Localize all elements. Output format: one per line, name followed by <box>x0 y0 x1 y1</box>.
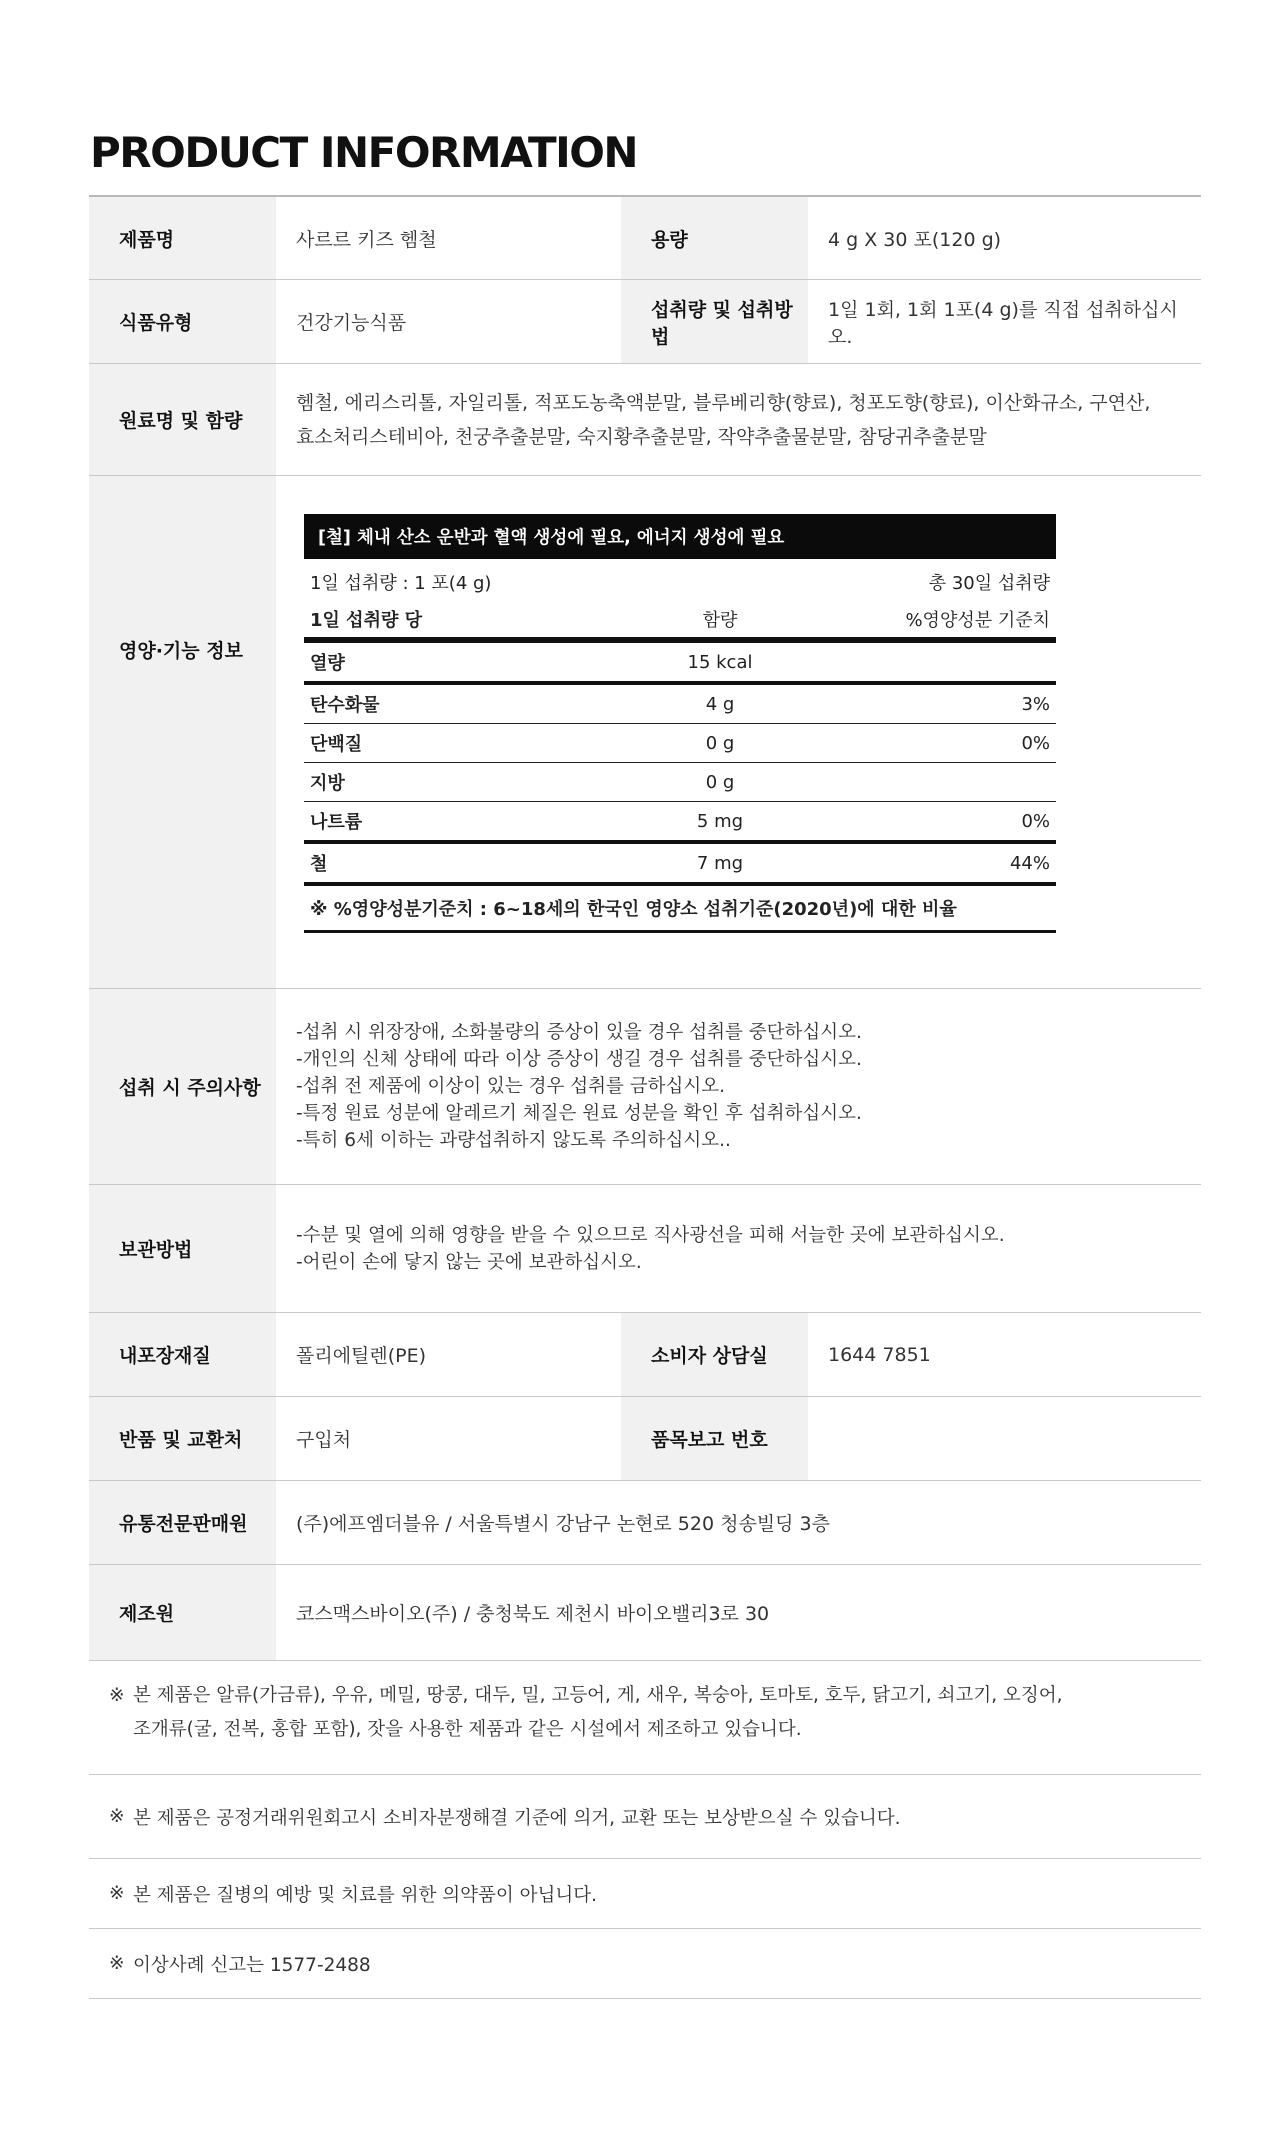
nutrition-footnote: ※ %영양성분기준치 : 6~18세의 한국인 영양소 섭취기준(2020년)에 대한 비율 <box>304 886 1056 933</box>
manufacturer-value: 코스맥스바이오(주) / 충청북도 제천시 바이오밸리3로 30 <box>296 1603 770 1625</box>
distributor-value: (주)에프엠더블유 / 서울특별시 강남구 논현로 520 청송빌딩 3층 <box>296 1513 831 1535</box>
nutrient-name: 나트륨 <box>310 812 363 833</box>
table-row <box>89 1397 1201 1481</box>
storage-line: -수분 및 열에 의해 영향을 받을 수 있으므로 직사광선을 피해 서늘한 곳에 보관하십시오. <box>296 1224 1005 1246</box>
compensation-notice <box>89 1775 1201 1859</box>
table-row <box>89 1481 1201 1565</box>
report-number-value <box>808 1397 1201 1480</box>
product-info-table <box>89 195 1201 1661</box>
storage-line: -어린이 손에 닿지 않는 곳에 보관하십시오. <box>296 1251 642 1273</box>
table-row <box>89 476 1201 989</box>
allergy-notice <box>89 1657 1201 1775</box>
serving-size: 1일 섭취량 : 1 포(4 g) <box>310 573 492 594</box>
nutrient-daily-value: 0% <box>1021 732 1050 754</box>
page-title: PRODUCT INFORMATION <box>90 128 638 177</box>
nutrient-row <box>304 763 1056 802</box>
consumer-center-value: 1644 7851 <box>828 1343 931 1366</box>
capacity-label: 용량 <box>621 197 808 279</box>
storage-value <box>276 1185 1201 1312</box>
nutrient-daily-value: 44% <box>1009 852 1050 874</box>
product-name-label: 제품명 <box>89 197 276 279</box>
nutrition-column-header <box>304 601 1056 643</box>
nutrient-name: 지방 <box>310 773 345 794</box>
table-row <box>89 364 1201 476</box>
product-name-value: 사르르 키즈 헴철 <box>296 228 437 251</box>
nutrient-name: 단백질 <box>310 734 363 755</box>
nutrient-row <box>304 802 1056 844</box>
column-daily-value: %영양성분 기준치 <box>905 610 1050 631</box>
note-mark: ※ <box>109 1685 125 1706</box>
nutrient-amount: 4 g <box>705 693 735 715</box>
note-mark: ※ <box>109 1953 125 1974</box>
nutrient-amount: 7 mg <box>696 852 744 874</box>
nutrition-label: 영양·기능 정보 <box>89 476 276 988</box>
nutrient-name: 철 <box>310 854 328 875</box>
table-row <box>89 1313 1201 1397</box>
nutrient-row <box>304 844 1056 886</box>
medicine-text: 본 제품은 질병의 예방 및 치료를 위한 의약품이 아닙니다. <box>133 1884 597 1906</box>
food-type-label: 식품유형 <box>89 280 276 363</box>
distributor-label: 유통전문판매원 <box>89 1481 276 1564</box>
packaging-label: 내포장재질 <box>89 1313 276 1396</box>
caution-label: 섭취 시 주의사항 <box>89 989 276 1184</box>
notice-list <box>89 1657 1201 1999</box>
ingredients-value <box>276 364 1201 475</box>
nutrition-facts-table <box>304 514 1056 933</box>
ingredients-label: 원료명 및 함량 <box>89 364 276 475</box>
allergy-line: 본 제품은 알류(가금류), 우유, 메밀, 땅콩, 대두, 밀, 고등어, 게, 새우, 복숭아, 토마토, 호두, 닭고기, 쇠고기, 오징어, <box>133 1685 1063 1706</box>
table-row <box>89 1185 1201 1313</box>
ingredients-line: 헴철, 에리스리톨, 자일리톨, 적포도농축액분말, 블루베리향(향료), 청포도향(향료), 이산화규소, 구연산, <box>296 391 1151 414</box>
table-row <box>89 280 1201 364</box>
caution-value <box>276 989 1201 1184</box>
caution-line: -특히 6세 이하는 과량섭취하지 않도록 주의하십시오.. <box>296 1130 731 1151</box>
note-mark: ※ <box>109 1806 125 1827</box>
manufacturer-label: 제조원 <box>89 1565 276 1660</box>
packaging-value: 폴리에틸렌(PE) <box>296 1345 427 1367</box>
nutrient-name: 열량 <box>310 653 345 674</box>
caution-line: -개인의 신체 상태에 따라 이상 증상이 생길 경우 섭취를 중단하십시오. <box>296 1049 862 1070</box>
caution-line: -섭취 시 위장장애, 소화불량의 증상이 있을 경우 섭취를 중단하십시오. <box>296 1022 862 1043</box>
report-number-label: 품목보고 번호 <box>621 1397 808 1480</box>
nutrient-row <box>304 643 1056 685</box>
nutrient-daily-value: 0% <box>1021 810 1050 832</box>
returns-label: 반품 및 교환처 <box>89 1397 276 1480</box>
note-mark: ※ <box>109 1883 125 1904</box>
serving-line <box>304 563 1056 601</box>
ingredients-line: 효소처리스테비아, 천궁추출분말, 숙지황추출분말, 작약추출물분말, 참당귀추출분말 <box>296 425 987 448</box>
nutrient-row <box>304 724 1056 763</box>
consumer-center-label: 소비자 상담실 <box>621 1313 808 1396</box>
table-row <box>89 1565 1201 1661</box>
total-servings: 총 30일 섭취량 <box>928 573 1050 594</box>
intake-label: 섭취량 및 섭취방법 <box>621 280 808 363</box>
medicine-notice <box>89 1859 1201 1929</box>
allergy-text <box>127 1679 1062 1747</box>
report-notice <box>89 1929 1201 1999</box>
nutrient-amount: 15 kcal <box>687 651 753 673</box>
nutrient-row <box>304 685 1056 724</box>
returns-value: 구입처 <box>296 1429 352 1451</box>
nutrition-header: [철] 체내 산소 운반과 혈액 생성에 필요, 에너지 생성에 필요 <box>304 514 1056 559</box>
report-text: 이상사례 신고는 1577-2488 <box>133 1954 371 1976</box>
caution-line: -특정 원료 성분에 알레르기 체질은 원료 성분을 확인 후 섭취하십시오. <box>296 1103 862 1124</box>
compensation-text: 본 제품은 공정거래위원회고시 소비자분쟁해결 기준에 의거, 교환 또는 보상받으실 수 있습니다. <box>133 1807 901 1829</box>
nutrient-daily-value: 3% <box>1021 693 1050 715</box>
table-row <box>89 989 1201 1185</box>
nutrition-cell <box>276 476 1201 988</box>
allergy-line: 조개류(굴, 전복, 홍합 포함), 잣을 사용한 제품과 같은 시설에서 제조하고 있습니다. <box>133 1719 802 1740</box>
nutrient-name: 탄수화물 <box>310 695 380 716</box>
table-row <box>89 197 1201 280</box>
nutrient-amount: 0 g <box>705 771 735 793</box>
nutrient-amount: 0 g <box>705 732 735 754</box>
storage-label: 보관방법 <box>89 1185 276 1312</box>
column-amount: 함량 <box>702 610 738 631</box>
column-label: 1일 섭취량 당 <box>310 610 422 631</box>
intake-value: 1일 1회, 1회 1포(4 g)를 직접 섭취하십시오. <box>828 298 1178 348</box>
nutrient-amount: 5 mg <box>696 810 744 832</box>
food-type-value: 건강기능식품 <box>296 312 407 334</box>
capacity-value: 4 g X 30 포(120 g) <box>828 228 1002 251</box>
caution-line: -섭취 전 제품에 이상이 있는 경우 섭취를 금하십시오. <box>296 1076 726 1097</box>
